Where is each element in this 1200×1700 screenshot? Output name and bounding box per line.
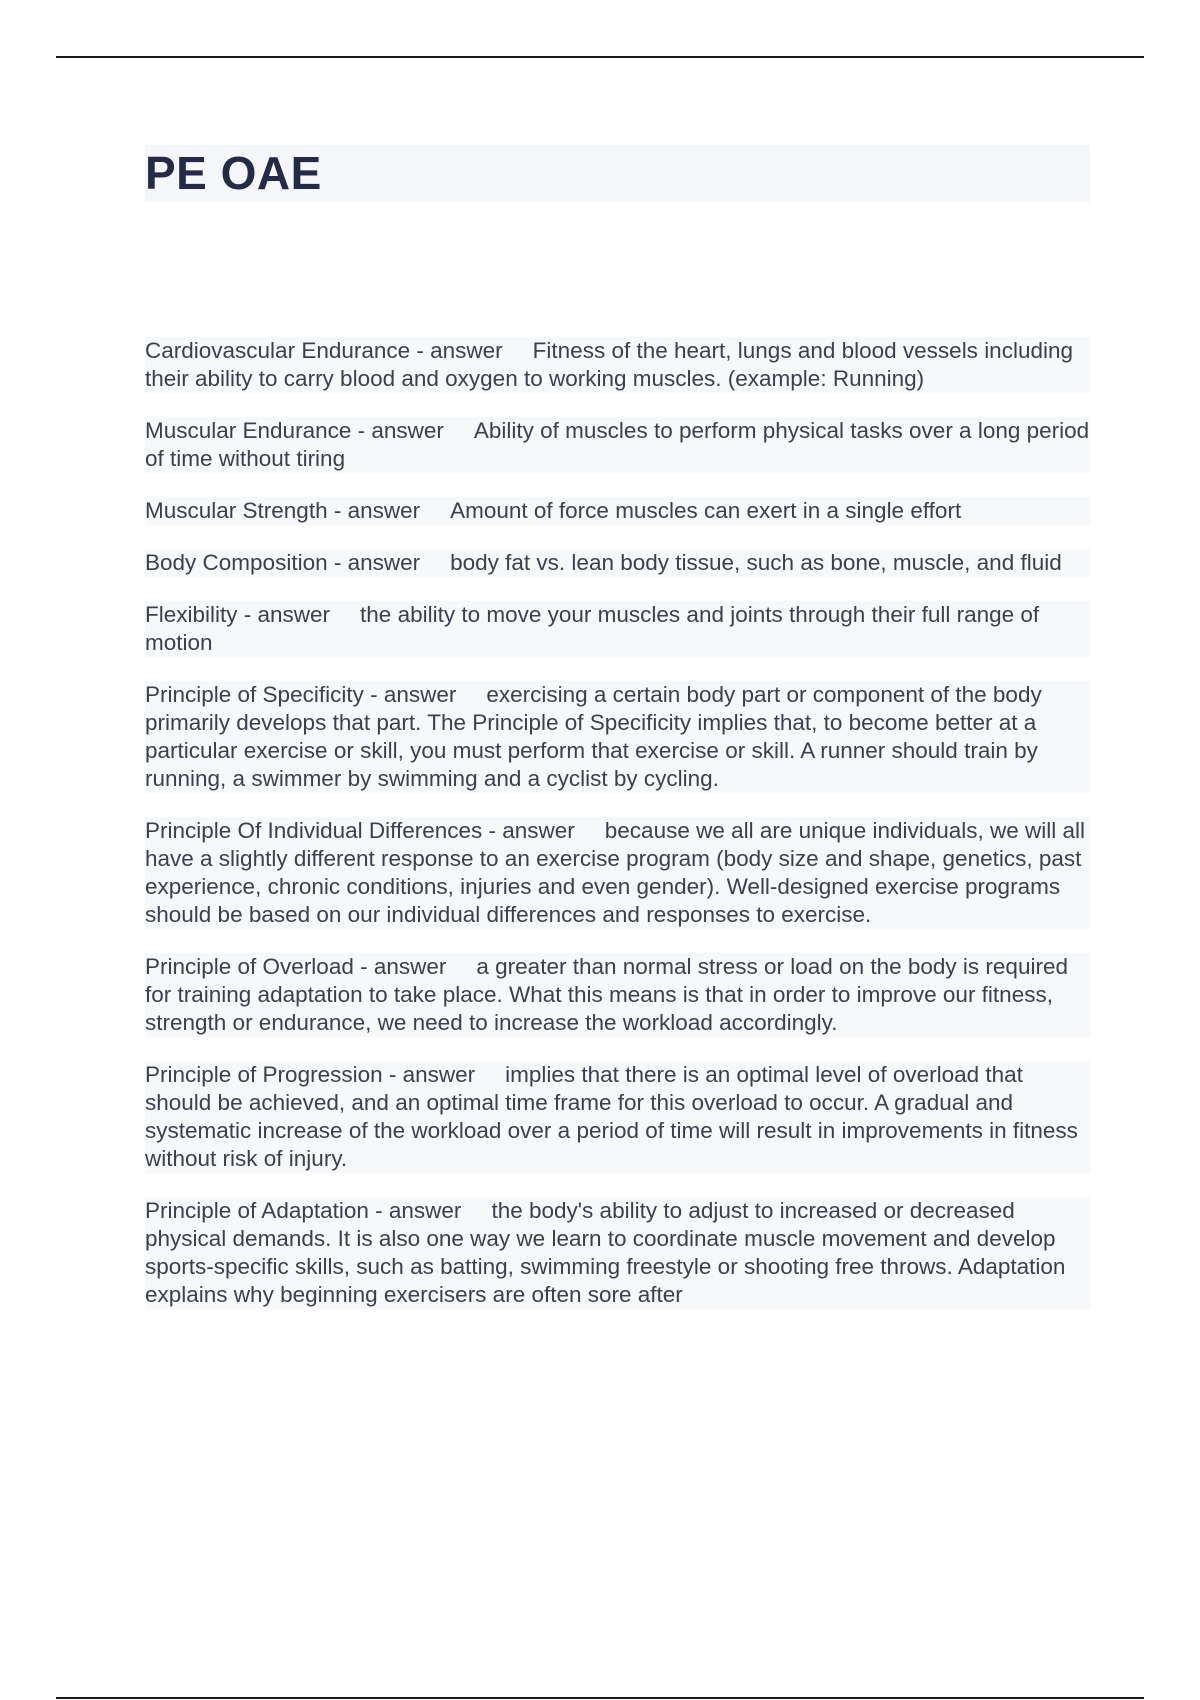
flashcard-entry: [145, 337, 1090, 393]
entry-definition: Ability of muscles to perform physical tasks over a long period of time without tiring: [145, 418, 1090, 471]
entry-definition: Fitness of the heart, lungs and blood vessels including their ability to carry blood and oxygen to working muscles. (example: Running): [145, 338, 1074, 391]
flashcard-entry: [145, 1197, 1090, 1309]
entry-definition: implies that there is an optimal level of overload that should be achieved, and an optimal time frame for this overload to occur. A gradual and systematic increase of the workload over a period of time will result in improvements in fitness without risk of injury.: [145, 1062, 1078, 1171]
entry-definition: a greater than normal stress or load on the body is required for training adaptation to take place. What this means is that in order to improve our fitness, strength or endurance, we need to increase the workload accordingly.: [145, 954, 1068, 1035]
bottom-divider: [56, 1697, 1144, 1699]
entry-definition: body fat vs. lean body tissue, such as bone, muscle, and fluid: [450, 550, 1062, 575]
page-title: PE OAE: [145, 147, 322, 199]
entry-definition: the ability to move your muscles and joints through their full range of motion: [145, 602, 1040, 655]
entry-term: Principle of Specificity - answer: [145, 682, 457, 707]
flashcard-entry: [145, 417, 1090, 473]
entry-term: Principle Of Individual Differences - answer: [145, 818, 575, 843]
entry-term: Principle of Adaptation - answer: [145, 1198, 462, 1223]
flashcard-entry: [145, 953, 1090, 1037]
entry-term: Principle of Progression - answer: [145, 1062, 476, 1087]
entry-definition: because we all are unique individuals, we will all have a slightly different response to an exercise program (body size and shape, genetics, past experience, chronic conditions, injuries and even gender). Well-designed exercise programs should be based on our individual differences and responses to exercise.: [145, 818, 1086, 927]
entry-definition: Amount of force muscles can exert in a single effort: [450, 498, 962, 523]
entry-term: Body Composition - answer: [145, 550, 421, 575]
flashcard-entry: [145, 1061, 1090, 1173]
flashcard-list: [145, 337, 1090, 1333]
entry-definition: the body's ability to adjust to increased or decreased physical demands. It is also one way we learn to coordinate muscle movement and develop sports-specific skills, such as batting, swimming freestyle or shooting free throws. Adaptation explains why beginning exercisers are often sore after: [145, 1198, 1066, 1307]
top-divider: [56, 56, 1144, 58]
entry-term: Principle of Overload - answer: [145, 954, 447, 979]
entry-term: Cardiovascular Endurance - answer: [145, 338, 503, 363]
entry-definition: exercising a certain body part or component of the body primarily develops that part. The Principle of Specificity implies that, to become better at a particular exercise or skill, you must perform that exercise or skill. A runner should train by running, a swimmer by swimming and a cyclist by cycling.: [145, 682, 1042, 791]
flashcard-entry: [145, 601, 1090, 657]
flashcard-entry: [145, 817, 1090, 929]
entry-term: Flexibility - answer: [145, 602, 331, 627]
flashcard-entry: [145, 681, 1090, 793]
entry-term: Muscular Endurance - answer: [145, 418, 444, 443]
flashcard-entry: [145, 549, 1090, 577]
entry-term: Muscular Strength - answer: [145, 498, 421, 523]
flashcard-entry: [145, 497, 1090, 525]
